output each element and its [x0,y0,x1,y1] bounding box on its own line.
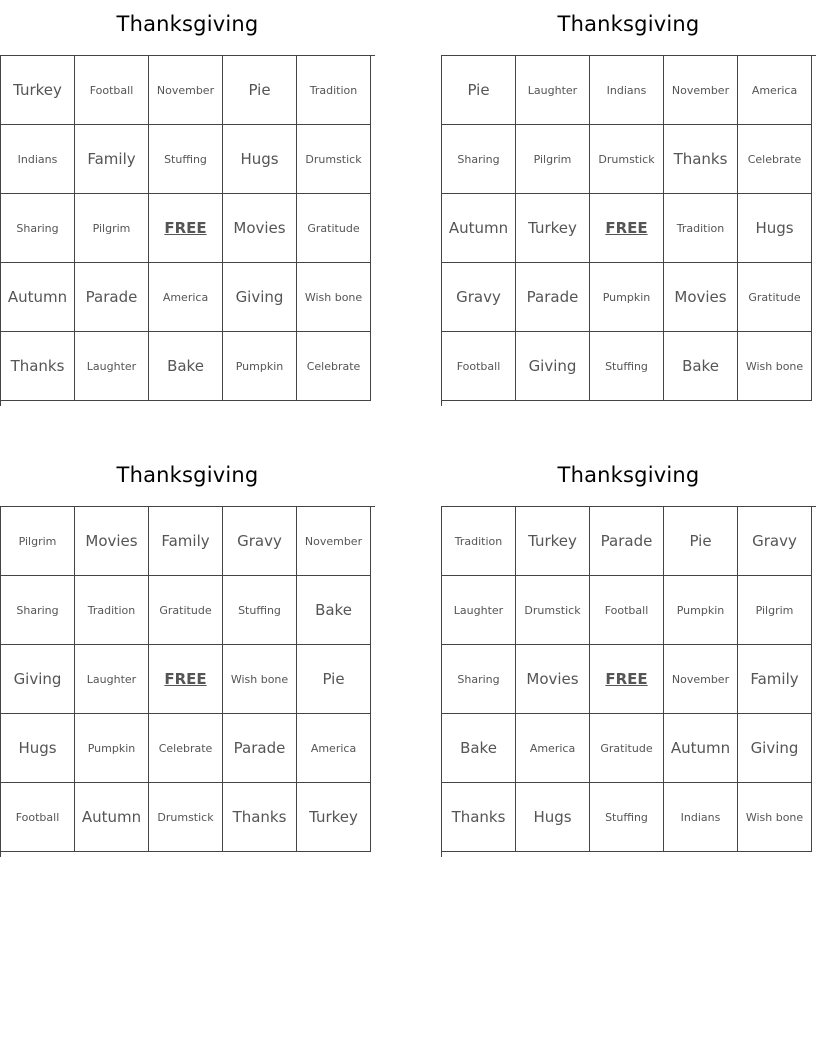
grid-cell: Wish bone [223,645,297,714]
grid-cell: Movies [75,507,149,576]
grid-cell: America [738,56,812,125]
grid-cell: Celebrate [738,125,812,194]
grid-cell: Pilgrim [516,125,590,194]
grid-cell: Sharing [1,194,75,263]
grid-cell: Indians [1,125,75,194]
grid-cell: Movies [664,263,738,332]
grid-cell: Autumn [1,263,75,332]
grid-cell: Hugs [1,714,75,783]
grid-cell: Pie [297,645,371,714]
grid-cell: Wish bone [297,263,371,332]
card-title: Thanksgiving [116,463,259,487]
grid-cell: Movies [223,194,297,263]
grid-cell: Pilgrim [75,194,149,263]
grid-cell: Thanks [442,783,516,852]
grid-cell: Giving [516,332,590,401]
free-space: FREE [149,194,223,263]
grid-cell: Turkey [297,783,371,852]
grid-cell: Pumpkin [75,714,149,783]
grid-cell: Parade [516,263,590,332]
grid-cell: Bake [297,576,371,645]
grid-cell: Pumpkin [664,576,738,645]
grid-cell: Gravy [442,263,516,332]
grid-cell: Thanks [223,783,297,852]
grid-cell: Giving [738,714,812,783]
grid-cell: Giving [1,645,75,714]
grid-cell: Parade [590,507,664,576]
grid-cell: Gravy [223,507,297,576]
grid-cell: Tradition [664,194,738,263]
grid-cell: Stuffing [590,783,664,852]
grid-cell: Pumpkin [590,263,664,332]
card-title: Thanksgiving [557,12,700,36]
card-title: Thanksgiving [557,463,700,487]
grid-cell: Tradition [297,56,371,125]
grid-cell: Giving [223,263,297,332]
grid-cell: Tradition [75,576,149,645]
bingo-grid [0,55,375,406]
grid-cell: Sharing [442,645,516,714]
grid-cell: Hugs [738,194,812,263]
grid-cell: November [664,56,738,125]
grid-cell: Hugs [223,125,297,194]
grid-cell: Turkey [516,507,590,576]
card-title: Thanksgiving [116,12,259,36]
grid-cell: Pumpkin [223,332,297,401]
grid-cell: Hugs [516,783,590,852]
grid-cell: Gratitude [297,194,371,263]
grid-cell: Laughter [442,576,516,645]
grid-cell: Gratitude [149,576,223,645]
grid-cell: Family [75,125,149,194]
bingo-card-1 [0,0,375,406]
grid-cell: Bake [149,332,223,401]
grid-cell: Stuffing [223,576,297,645]
grid-cell: Family [738,645,812,714]
grid-cell: Laughter [75,332,149,401]
bingo-grid [0,506,375,857]
grid-cell: Football [590,576,664,645]
grid-cell: Wish bone [738,332,812,401]
grid-cell: Parade [223,714,297,783]
grid-cell: Family [149,507,223,576]
grid-cell: November [149,56,223,125]
free-space: FREE [590,194,664,263]
grid-cell: Parade [75,263,149,332]
grid-cell: Wish bone [738,783,812,852]
grid-cell: Autumn [442,194,516,263]
grid-cell: Sharing [1,576,75,645]
grid-cell: Thanks [1,332,75,401]
grid-cell: Drumstick [149,783,223,852]
grid-cell: Laughter [75,645,149,714]
grid-cell: Drumstick [297,125,371,194]
bingo-card-2 [441,0,816,406]
grid-cell: Laughter [516,56,590,125]
grid-cell: Stuffing [149,125,223,194]
grid-cell: Turkey [516,194,590,263]
grid-cell: Football [442,332,516,401]
grid-cell: Drumstick [590,125,664,194]
grid-cell: Tradition [442,507,516,576]
grid-cell: Sharing [442,125,516,194]
grid-cell: America [149,263,223,332]
grid-cell: America [516,714,590,783]
grid-cell: Indians [664,783,738,852]
grid-cell: November [664,645,738,714]
free-space: FREE [149,645,223,714]
grid-cell: Football [75,56,149,125]
grid-cell: Pilgrim [738,576,812,645]
grid-cell: Pie [223,56,297,125]
bingo-card-3 [0,451,375,857]
grid-cell: Drumstick [516,576,590,645]
grid-cell: Gratitude [590,714,664,783]
grid-cell: Gravy [738,507,812,576]
grid-cell: Pie [664,507,738,576]
grid-cell: Gratitude [738,263,812,332]
grid-cell: Celebrate [297,332,371,401]
free-space: FREE [590,645,664,714]
bingo-card-4 [441,451,816,857]
grid-cell: Thanks [664,125,738,194]
grid-cell: Bake [442,714,516,783]
grid-cell: Turkey [1,56,75,125]
grid-cell: Autumn [75,783,149,852]
grid-cell: Indians [590,56,664,125]
grid-cell: Celebrate [149,714,223,783]
grid-cell: Pie [442,56,516,125]
grid-cell: Pilgrim [1,507,75,576]
grid-cell: Autumn [664,714,738,783]
bingo-grid [441,506,816,857]
bingo-grid [441,55,816,406]
grid-cell: Bake [664,332,738,401]
grid-cell: Football [1,783,75,852]
grid-cell: America [297,714,371,783]
grid-cell: November [297,507,371,576]
grid-cell: Stuffing [590,332,664,401]
grid-cell: Movies [516,645,590,714]
